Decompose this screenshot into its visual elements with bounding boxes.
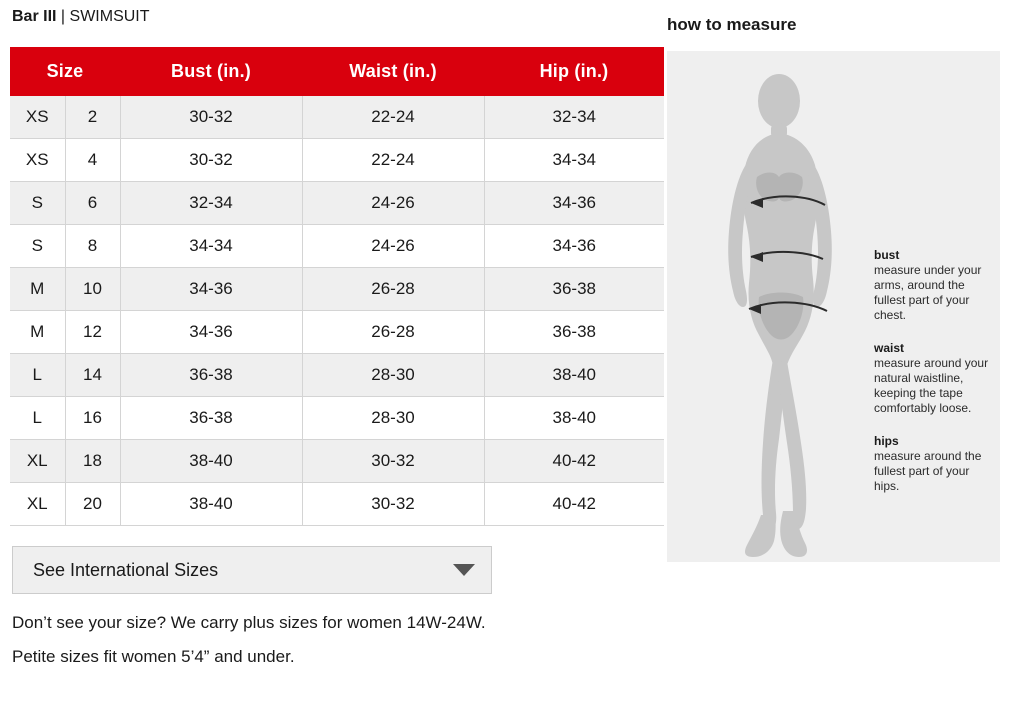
cell-hip: 34-36 (484, 225, 664, 268)
measure-desc-waist: measure around your natural waistline, keeping the tape comfortably loose. (874, 356, 989, 415)
measure-label-hips: hips (874, 434, 899, 448)
table-row (10, 139, 664, 182)
title-separator: | (56, 8, 70, 25)
cell-size-letter: XS (10, 96, 65, 139)
cell-waist: 22-24 (302, 96, 484, 139)
cell-waist: 26-28 (302, 311, 484, 354)
cell-hip: 32-34 (484, 96, 664, 139)
size-table-header (10, 47, 664, 96)
cell-bust: 38-40 (120, 483, 302, 526)
brand-name: Bar III (12, 8, 57, 25)
cell-size-letter: XL (10, 440, 65, 483)
cell-waist: 28-30 (302, 354, 484, 397)
international-sizes-label: See International Sizes (33, 559, 219, 580)
table-row (10, 483, 664, 526)
cell-bust: 36-38 (120, 397, 302, 440)
cell-waist: 26-28 (302, 268, 484, 311)
note-petite-sizes: Petite sizes fit women 5’4” and under. (12, 647, 295, 666)
cell-size-number: 12 (65, 311, 120, 354)
product-category: SWIMSUIT (69, 8, 150, 25)
how-to-measure-panel (667, 51, 1000, 562)
table-row (10, 397, 664, 440)
cell-hip: 34-36 (484, 182, 664, 225)
table-row (10, 440, 664, 483)
cell-bust: 38-40 (120, 440, 302, 483)
cell-size-number: 10 (65, 268, 120, 311)
cell-bust: 30-32 (120, 96, 302, 139)
cell-size-number: 6 (65, 182, 120, 225)
cell-waist: 24-26 (302, 182, 484, 225)
cell-size-number: 14 (65, 354, 120, 397)
table-row (10, 268, 664, 311)
cell-size-number: 8 (65, 225, 120, 268)
cell-size-letter: L (10, 354, 65, 397)
table-header-row (10, 47, 664, 96)
column-header-waist: Waist (in.) (302, 47, 484, 96)
size-chart-column (10, 0, 656, 680)
cell-bust: 30-32 (120, 139, 302, 182)
cell-waist: 24-26 (302, 225, 484, 268)
cell-size-number: 2 (65, 96, 120, 139)
cell-bust: 34-34 (120, 225, 302, 268)
cell-size-letter: XS (10, 139, 65, 182)
page-title (10, 0, 656, 27)
cell-bust: 34-36 (120, 311, 302, 354)
cell-size-number: 18 (65, 440, 120, 483)
table-row (10, 182, 664, 225)
cell-waist: 30-32 (302, 440, 484, 483)
table-row (10, 225, 664, 268)
measure-instructions (874, 247, 994, 511)
cell-hip: 38-40 (484, 397, 664, 440)
size-table (10, 47, 664, 526)
how-to-measure-column (667, 0, 1007, 562)
column-header-bust: Bust (in.) (120, 47, 302, 96)
how-to-measure-title: how to measure (667, 15, 797, 34)
cell-size-number: 20 (65, 483, 120, 526)
chevron-down-icon[interactable] (451, 562, 491, 578)
cell-bust: 36-38 (120, 354, 302, 397)
column-header-size: Size (10, 47, 120, 96)
cell-size-letter: S (10, 182, 65, 225)
measure-desc-hips: measure around the fullest part of your hips. (874, 449, 982, 493)
cell-size-letter: XL (10, 483, 65, 526)
table-row (10, 354, 664, 397)
cell-size-letter: M (10, 268, 65, 311)
cell-hip: 34-34 (484, 139, 664, 182)
cell-size-letter: L (10, 397, 65, 440)
measure-desc-bust: measure under your arms, around the fullest part of your chest. (874, 263, 982, 322)
cell-size-number: 16 (65, 397, 120, 440)
cell-size-number: 4 (65, 139, 120, 182)
cell-waist: 22-24 (302, 139, 484, 182)
column-header-hip: Hip (in.) (484, 47, 664, 96)
size-table-body (10, 96, 664, 526)
cell-size-letter: M (10, 311, 65, 354)
cell-hip: 36-38 (484, 268, 664, 311)
international-sizes-dropdown[interactable] (12, 546, 492, 594)
cell-hip: 38-40 (484, 354, 664, 397)
cell-hip: 40-42 (484, 483, 664, 526)
measure-label-bust: bust (874, 248, 900, 262)
body-figure-illustration (703, 59, 853, 559)
cell-waist: 30-32 (302, 483, 484, 526)
cell-bust: 32-34 (120, 182, 302, 225)
measure-block-hips (874, 433, 994, 494)
note-plus-sizes: Don’t see your size? We carry plus sizes for women 14W-24W. (12, 613, 486, 632)
cell-hip: 36-38 (484, 311, 664, 354)
measure-block-waist (874, 340, 994, 416)
measure-block-bust (874, 247, 994, 323)
cell-size-letter: S (10, 225, 65, 268)
table-row (10, 311, 664, 354)
table-row (10, 96, 664, 139)
cell-bust: 34-36 (120, 268, 302, 311)
measure-label-waist: waist (874, 341, 905, 355)
size-notes (12, 612, 656, 668)
cell-waist: 28-30 (302, 397, 484, 440)
cell-hip: 40-42 (484, 440, 664, 483)
